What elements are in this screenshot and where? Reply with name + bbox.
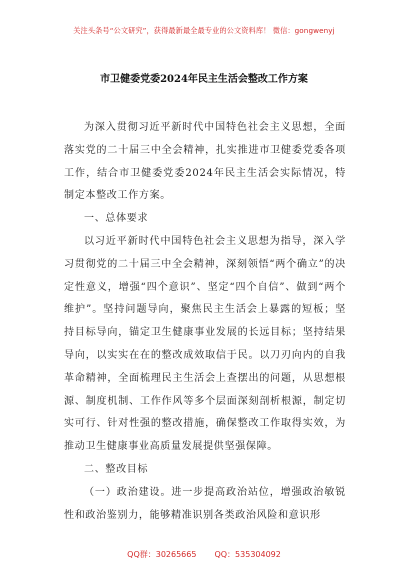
general-requirements-paragraph: 以习近平新时代中国特色社会主义思想为指导，深入学习贯彻党的二十届三中全会精神，深刻领悟“两个确立”的决定性意义，增强“四个意识”、坚定“四个自信”、做到“两个维护”。坚持问题导向，聚焦民主生活会上暴露的短板；坚持目标导向，锚定卫生健康事业发展的长远目标；坚持结果导向，以实实在在的整改成效取信于民。以刀刃向内的自我革命精神，全面梳理民主生活会上查摆出的问题，从思想根源、制度机制、工作作风等多个层面深刻剖析根源，制定切实可行、针对性强的整改措施，确保整改工作取得实效，为推动卫生健康事业高质量发展提供坚强保障。 [64,235,346,453]
footer-qq-number: QQ：535304092 [214,550,281,559]
section-heading-rectification-goals: 二、整改目标 [84,463,149,475]
document-title: 市卫健委党委2024年民主生活会整改工作方案 [100,74,308,85]
intro-paragraph: 为深入贯彻习近平新时代中国特色社会主义思想，全面落实党的二十届三中全会精神，扎实推进市卫健委党委各项工作，结合市卫健委党委2024年民主生活会实际情况，特制定本整改工作方案。 [64,122,346,202]
footer-qq-group: QQ群：30265665 [127,550,197,559]
document-body [64,117,346,527]
section-heading-general-requirements: 一、总体要求 [84,213,149,225]
header-banner: 关注头条号“公文研究”，获得最新最全最专业的公文资料库！ 微信：gongwenyj [73,26,335,35]
political-construction-paragraph: （一）政治建设。进一步提高政治站位，增强政治敏锐性和政治鉴别力，能够精准识别各类政治风险和意识形 [64,486,346,521]
footer-contact [0,549,408,560]
